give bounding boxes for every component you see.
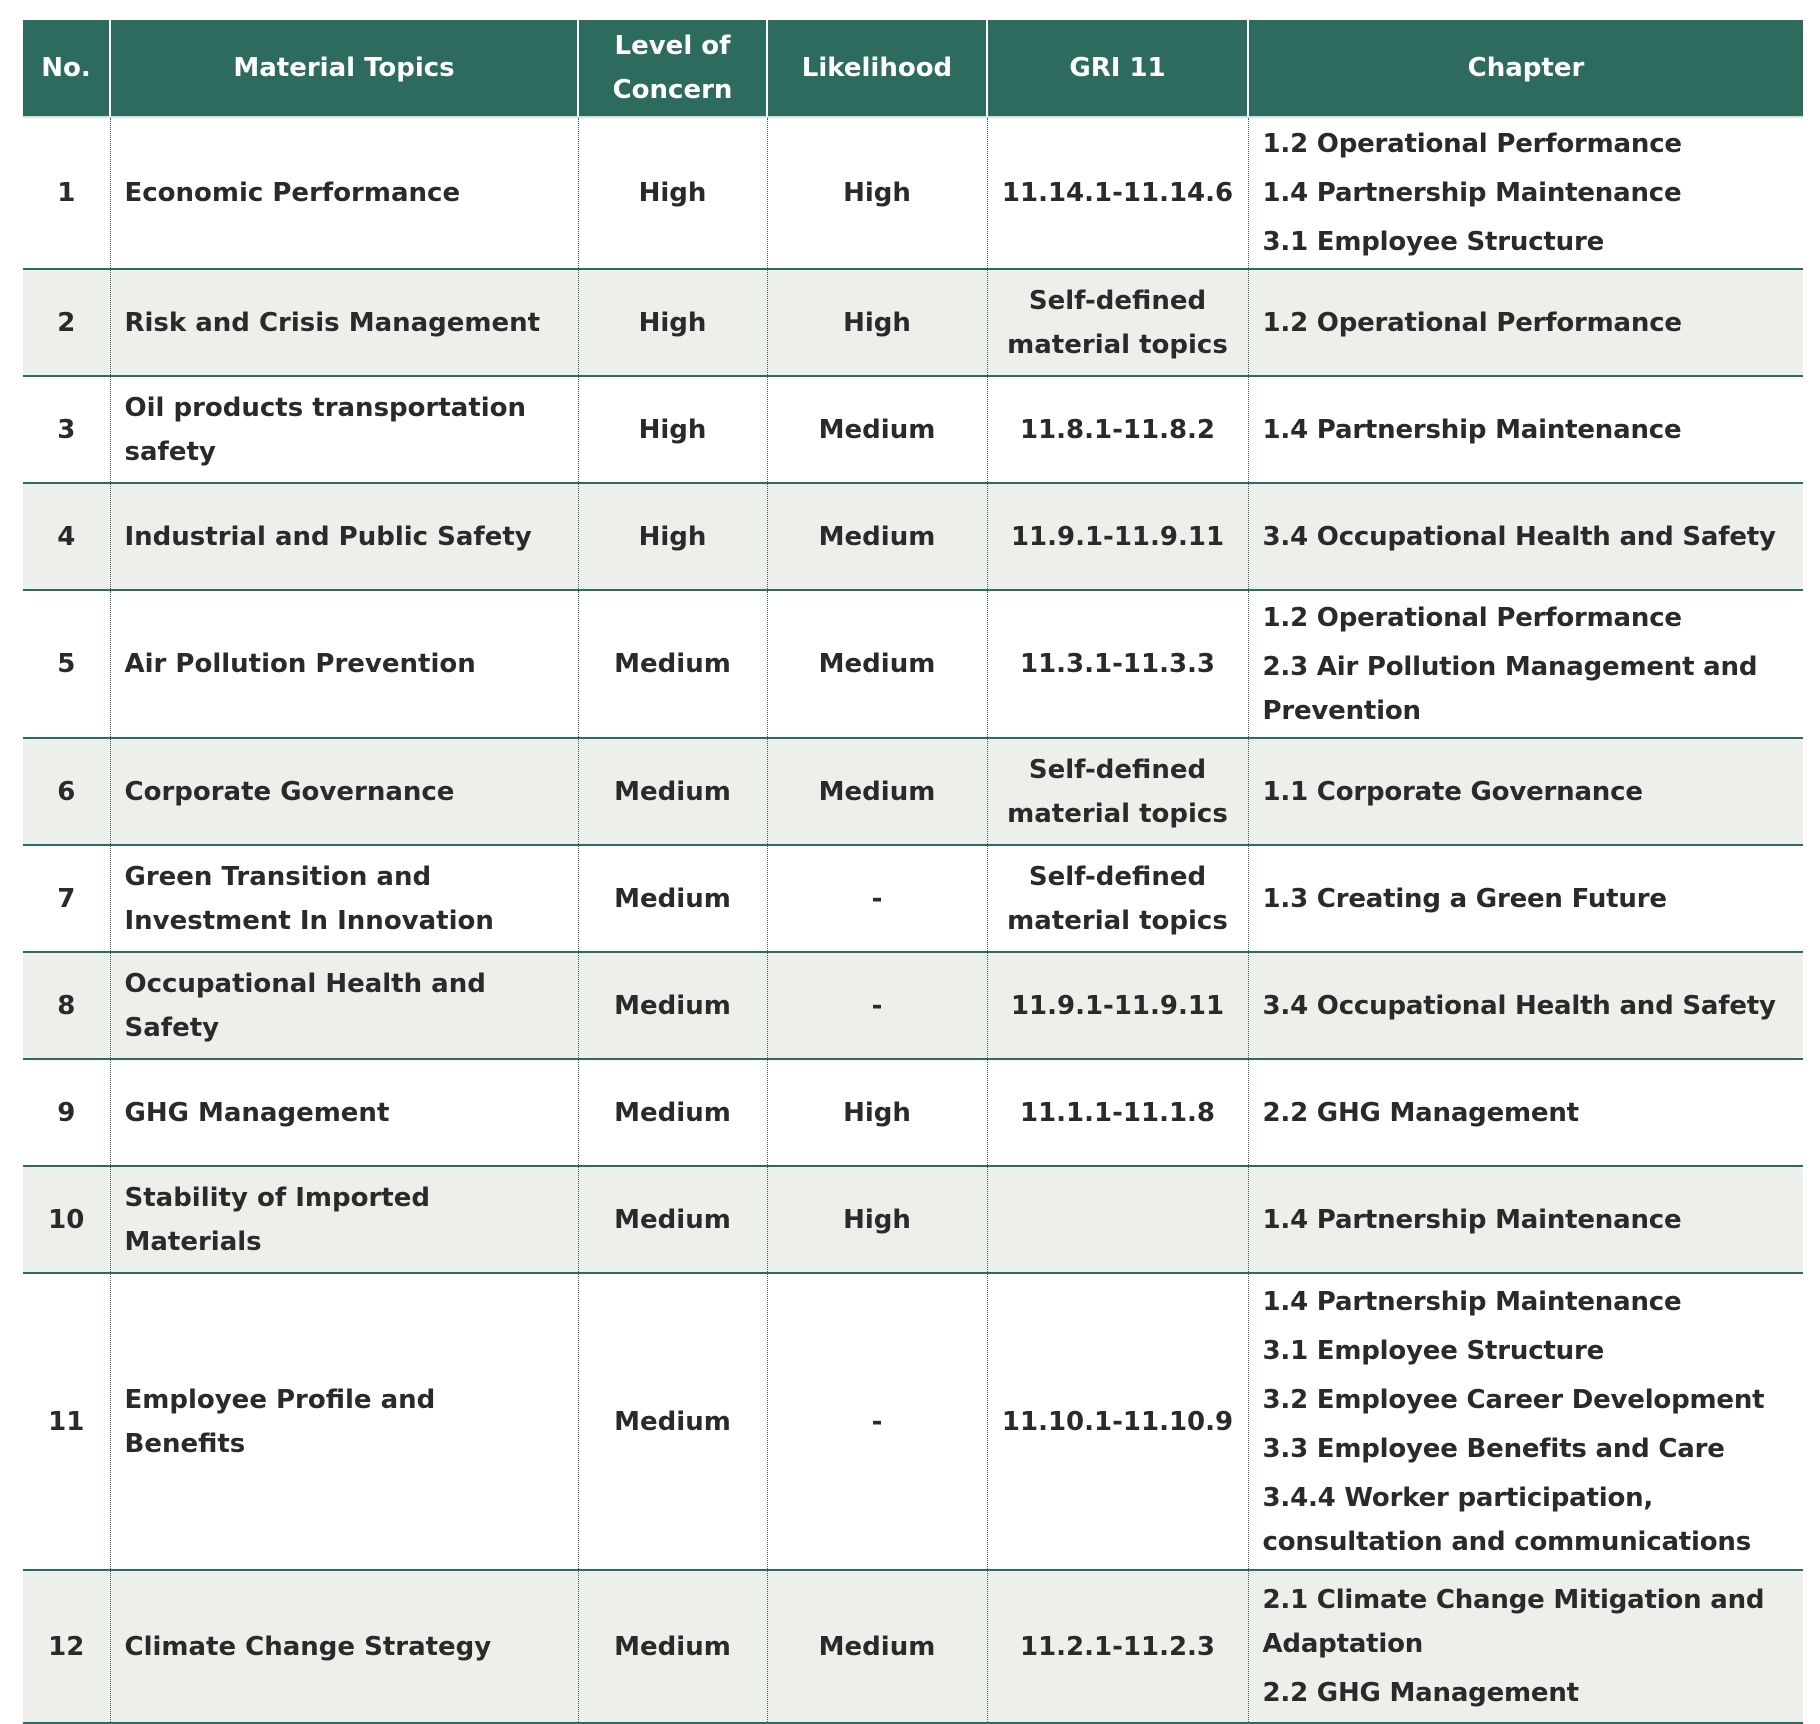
chapter-item: 2.2 GHG Management xyxy=(1262,1678,1579,1708)
likelihood: Medium xyxy=(767,483,987,590)
gri-reference: 11.1.1-11.1.8 xyxy=(987,1059,1248,1166)
level-of-concern: Medium xyxy=(578,738,767,845)
row-number: 4 xyxy=(23,483,110,590)
chapter-cell xyxy=(1248,269,1803,376)
likelihood: Medium xyxy=(767,590,987,738)
row-number: 11 xyxy=(23,1273,110,1570)
table-row xyxy=(23,1570,1803,1723)
header-row xyxy=(23,20,1803,117)
gri-reference: 11.9.1-11.9.11 xyxy=(987,483,1248,590)
material-topic: Corporate Governance xyxy=(110,738,578,845)
chapter-item: 3.1 Employee Structure xyxy=(1262,1335,1605,1366)
header-likelihood: Likelihood xyxy=(767,20,987,117)
level-of-concern: High xyxy=(578,376,767,483)
material-topic: Risk and Crisis Management xyxy=(110,269,578,376)
level-of-concern: High xyxy=(578,117,767,269)
gri-reference: Self-defined material topics xyxy=(987,269,1248,376)
header-level-of-concern: Level of Concern xyxy=(578,20,767,117)
level-of-concern: Medium xyxy=(578,1059,767,1166)
chapter-item: 1.2 Operational Performance xyxy=(1262,602,1682,633)
chapter-item: 1.4 Partnership Maintenance xyxy=(1262,414,1682,445)
chapter-cell xyxy=(1248,1273,1803,1570)
row-number: 8 xyxy=(23,952,110,1059)
chapter-item: 3.4 Occupational Health and Safety xyxy=(1262,990,1776,1021)
chapter-cell xyxy=(1248,483,1803,590)
material-topic: Employee Profile and Benefits xyxy=(110,1273,578,1570)
chapter-item: 3.3 Employee Benefits and Care xyxy=(1262,1433,1725,1464)
chapter-item: 2.3 Air Pollution Management and Prevention xyxy=(1262,651,1758,726)
row-number: 9 xyxy=(23,1059,110,1166)
chapter-item: 1.4 Partnership Maintenance xyxy=(1262,178,1682,208)
header-no: No. xyxy=(23,20,110,117)
chapter-item: 1.3 Creating a Green Future xyxy=(1262,883,1667,914)
likelihood: Medium xyxy=(767,376,987,483)
table-row xyxy=(23,376,1803,483)
chapter-cell xyxy=(1248,117,1803,269)
chapter-item: 3.2 Employee Career Development xyxy=(1262,1384,1765,1415)
chapter-item: 1.2 Operational Performance xyxy=(1262,129,1682,159)
material-topic: Industrial and Public Safety xyxy=(110,483,578,590)
material-topic: GHG Management xyxy=(110,1059,578,1166)
gri-reference: 11.3.1-11.3.3 xyxy=(987,590,1248,738)
chapter-cell xyxy=(1248,590,1803,738)
level-of-concern: Medium xyxy=(578,590,767,738)
material-topics-table xyxy=(23,20,1803,1724)
chapter-item: 2.2 GHG Management xyxy=(1262,1097,1579,1128)
row-number: 1 xyxy=(23,117,110,269)
table-row xyxy=(23,590,1803,738)
material-topic: Occupational Health and Safety xyxy=(110,952,578,1059)
material-topic: Economic Performance xyxy=(110,117,578,269)
table-header xyxy=(23,20,1803,117)
gri-reference xyxy=(987,1166,1248,1273)
gri-reference: 11.10.1-11.10.9 xyxy=(987,1273,1248,1570)
chapter-cell xyxy=(1248,1059,1803,1166)
chapter-item: 3.1 Employee Structure xyxy=(1262,227,1605,257)
chapter-item: 1.4 Partnership Maintenance xyxy=(1262,1204,1682,1235)
table-row xyxy=(23,845,1803,952)
likelihood: - xyxy=(767,952,987,1059)
table-row xyxy=(23,1166,1803,1273)
table-row xyxy=(23,952,1803,1059)
likelihood: Medium xyxy=(767,1570,987,1723)
chapter-item: 1.2 Operational Performance xyxy=(1262,307,1682,338)
material-topic: Climate Change Strategy xyxy=(110,1570,578,1723)
gri-reference: Self-defined material topics xyxy=(987,738,1248,845)
likelihood: High xyxy=(767,1059,987,1166)
header-gri-11: GRI 11 xyxy=(987,20,1248,117)
level-of-concern: High xyxy=(578,483,767,590)
chapter-item: 1.4 Partnership Maintenance xyxy=(1262,1286,1682,1317)
table-row xyxy=(23,269,1803,376)
table-row xyxy=(23,738,1803,845)
gri-reference: Self-defined material topics xyxy=(987,845,1248,952)
level-of-concern: Medium xyxy=(578,845,767,952)
level-of-concern: Medium xyxy=(578,952,767,1059)
row-number: 5 xyxy=(23,590,110,738)
row-number: 7 xyxy=(23,845,110,952)
table-row xyxy=(23,1059,1803,1166)
level-of-concern: Medium xyxy=(578,1273,767,1570)
row-number: 2 xyxy=(23,269,110,376)
chapter-cell xyxy=(1248,845,1803,952)
likelihood: High xyxy=(767,1166,987,1273)
chapter-item: 1.1 Corporate Governance xyxy=(1262,776,1643,807)
table-row xyxy=(23,117,1803,269)
row-number: 10 xyxy=(23,1166,110,1273)
chapter-cell xyxy=(1248,738,1803,845)
gri-reference: 11.8.1-11.8.2 xyxy=(987,376,1248,483)
likelihood: - xyxy=(767,845,987,952)
likelihood: High xyxy=(767,269,987,376)
table-body xyxy=(23,117,1803,1723)
likelihood: Medium xyxy=(767,738,987,845)
gri-reference: 11.9.1-11.9.11 xyxy=(987,952,1248,1059)
chapter-cell xyxy=(1248,376,1803,483)
material-topic: Green Transition and Investment In Innovation xyxy=(110,845,578,952)
chapter-item: 3.4.4 Worker participation, consultation and communications xyxy=(1262,1482,1751,1557)
likelihood: - xyxy=(767,1273,987,1570)
level-of-concern: Medium xyxy=(578,1570,767,1723)
header-chapter: Chapter xyxy=(1248,20,1803,117)
table-row xyxy=(23,1273,1803,1570)
material-topic: Stability of Imported Materials xyxy=(110,1166,578,1273)
chapter-cell xyxy=(1248,952,1803,1059)
material-topic: Air Pollution Prevention xyxy=(110,590,578,738)
header-material-topics: Material Topics xyxy=(110,20,578,117)
chapter-cell xyxy=(1248,1570,1803,1723)
chapter-item: 3.4 Occupational Health and Safety xyxy=(1262,521,1776,552)
chapter-cell xyxy=(1248,1166,1803,1273)
level-of-concern: Medium xyxy=(578,1166,767,1273)
level-of-concern: High xyxy=(578,269,767,376)
gri-reference: 11.2.1-11.2.3 xyxy=(987,1570,1248,1723)
likelihood: High xyxy=(767,117,987,269)
chapter-item: 2.1 Climate Change Mitigation and Adaptation xyxy=(1262,1585,1765,1659)
material-topic: Oil products transportation safety xyxy=(110,376,578,483)
row-number: 12 xyxy=(23,1570,110,1723)
row-number: 6 xyxy=(23,738,110,845)
gri-reference: 11.14.1-11.14.6 xyxy=(987,117,1248,269)
table-row xyxy=(23,483,1803,590)
row-number: 3 xyxy=(23,376,110,483)
